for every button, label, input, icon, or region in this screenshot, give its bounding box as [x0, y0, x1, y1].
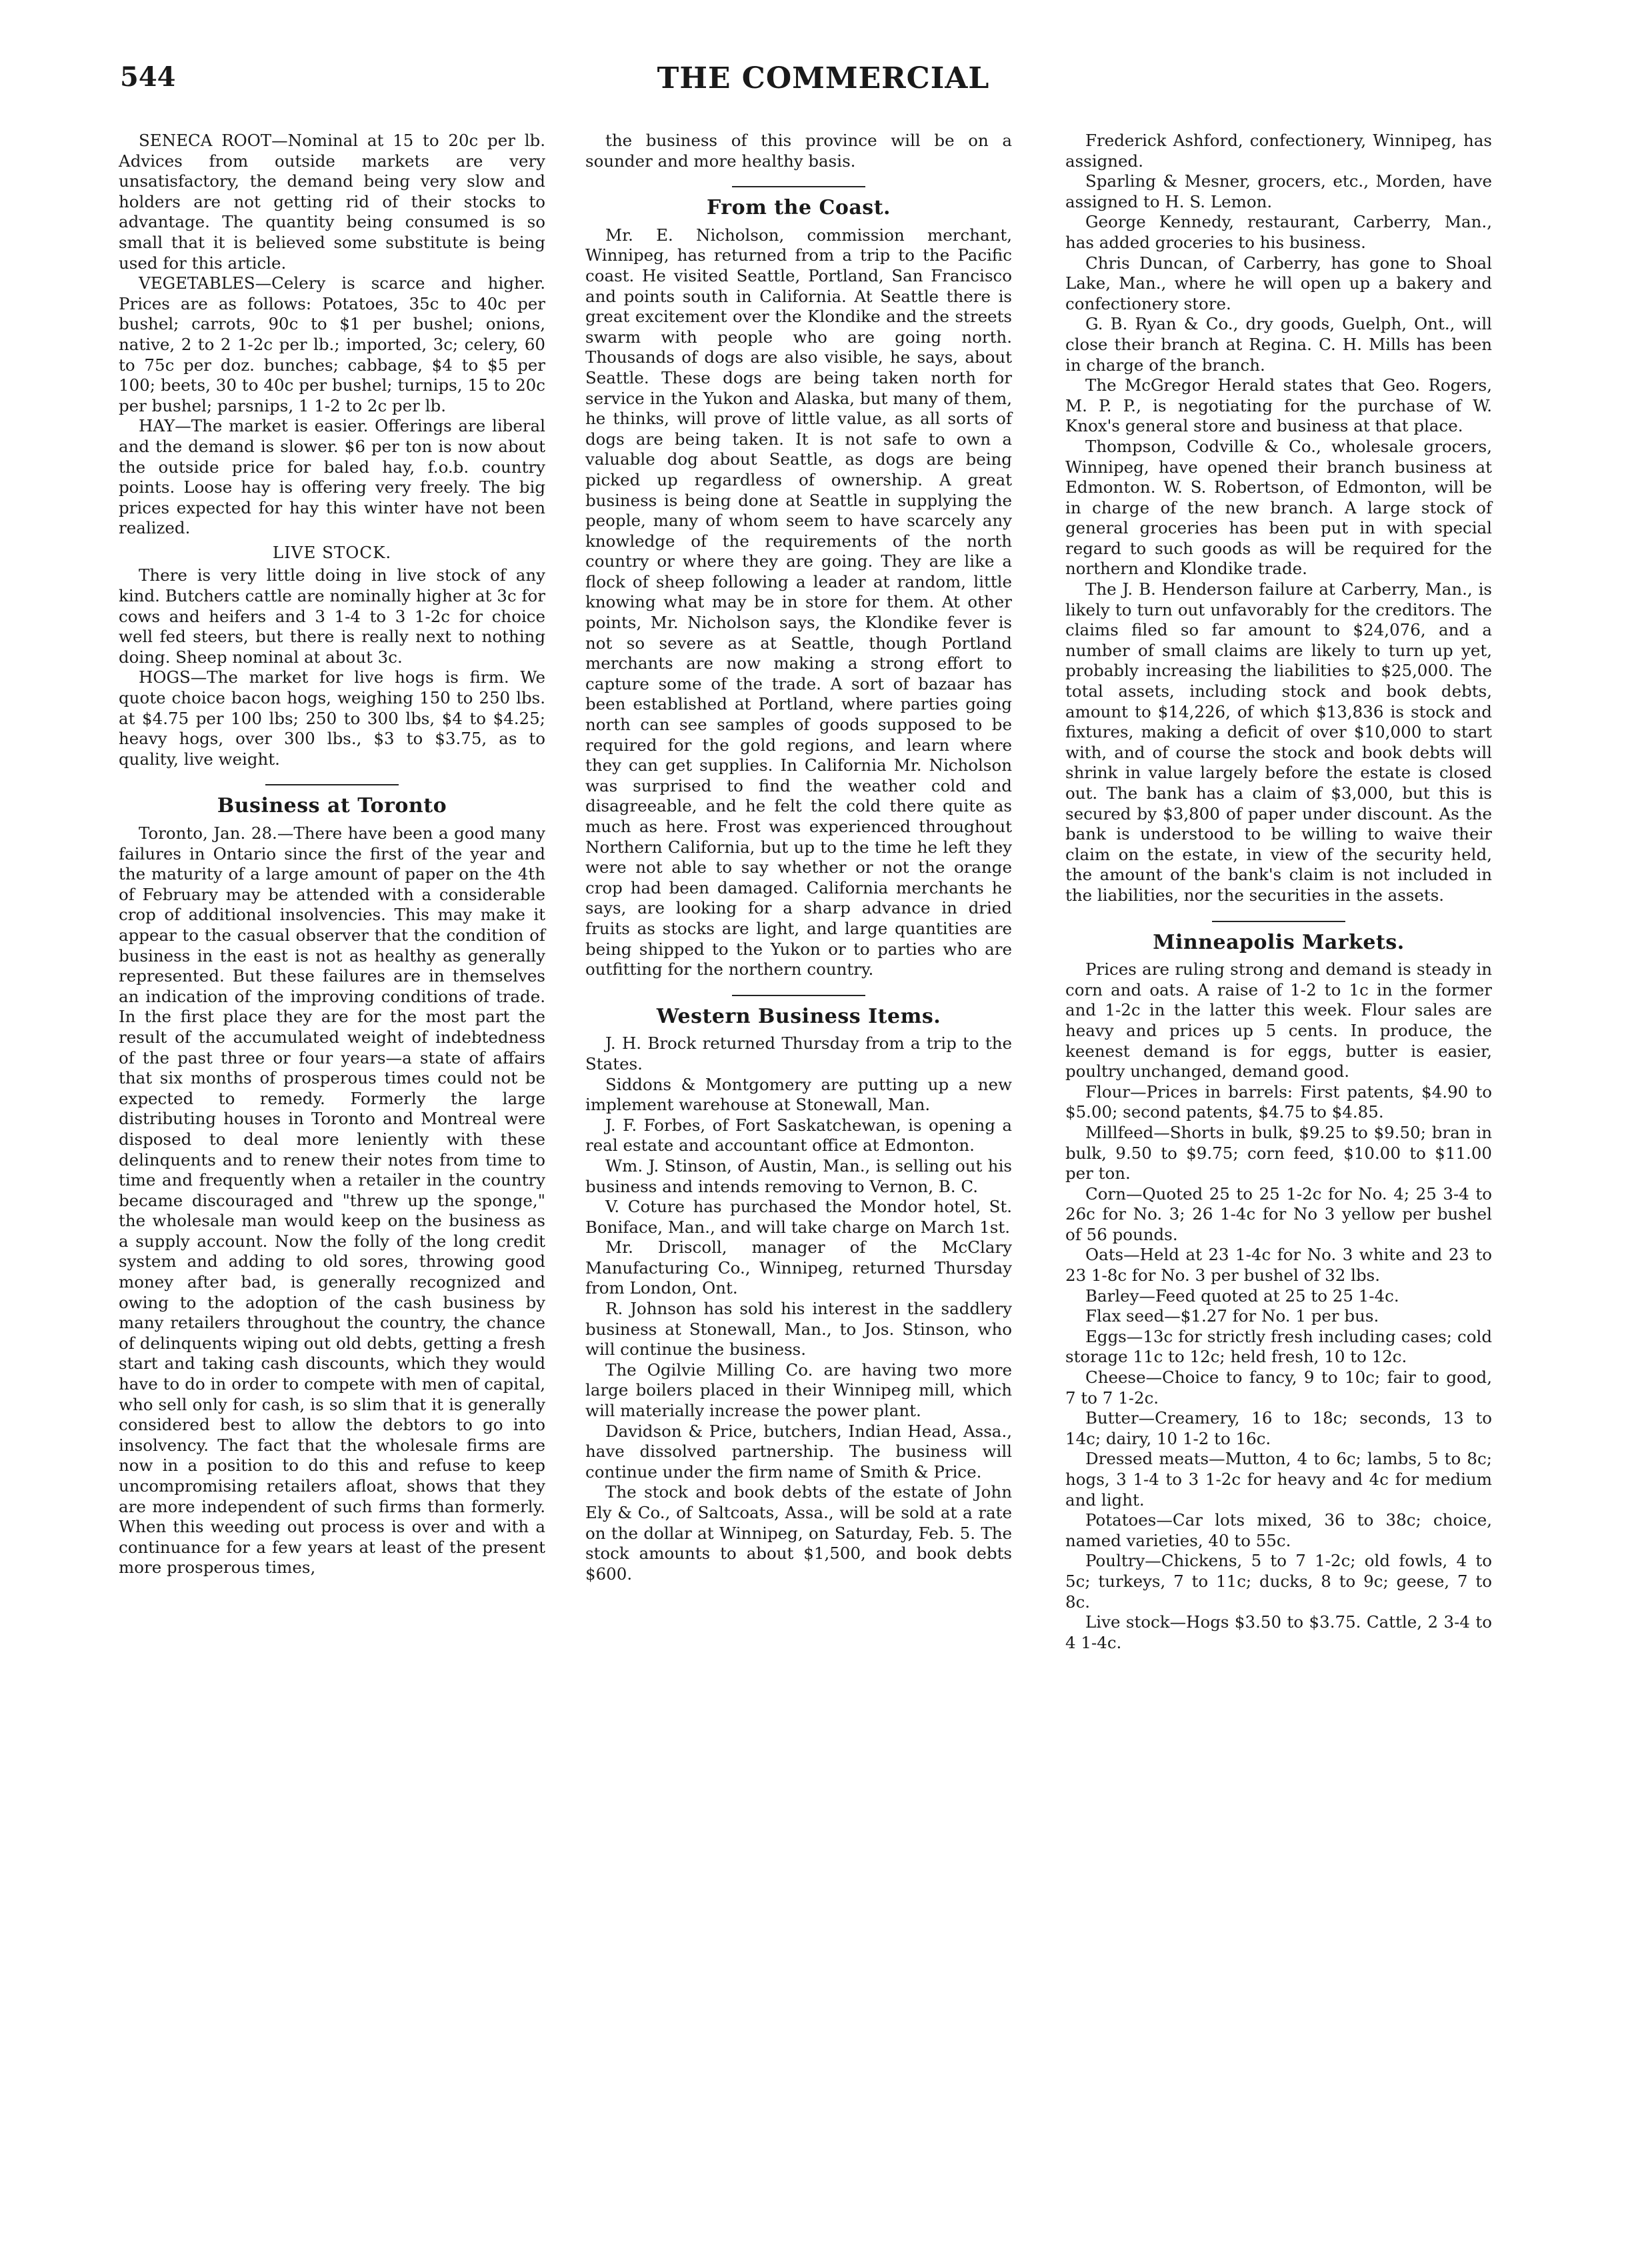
live-stock-paragraph: There is very little doing in live stock of any kind. Butchers cattle are nominally higher at 3c for cows and heifers and 3 1-4 to 3 1-2c for choice well fed steers, but there is really next to nothing doing. Sheep nominal at about 3c. — [119, 565, 545, 667]
market-item: Flour—Prices in barrels: First patents, $4.90 to $5.00; second patents, $4.75 to $4.85. — [1065, 1081, 1492, 1122]
live-stock-heading: LIVE STOCK. — [272, 542, 392, 562]
western-item: The J. B. Henderson failure at Carberry, Man., is likely to turn out unfavorably for the creditors. The claims filed so far amount to $24,076, and a number of small claims are likely to turn up yet, probably increasing the liabilities to $25,000. The total assets, including stock and book debts, amount to $14,226, of which $13,836 is stock and fixtures, making a deficit of over $10,000 to start with, and of course the stock and book debts will shrink in value largely before the estate is closed out. The bank has a claim of $3,000, but this is secured by $3,800 of paper under discount. As the bank is understood to be willing to waive their claim on the estate, in view of the security held, the amount of the bank's claim is not included in the liabilities, nor the securities in the assets. — [1065, 579, 1492, 905]
western-item: Davidson & Price, butchers, Indian Head, Assa., have dissolved partnership. The business will continue under the firm name of Smith & Price. — [585, 1421, 1012, 1482]
column-1 — [119, 131, 545, 1578]
toronto-continued-paragraph: the business of this province will be on a sounder and more healthy basis. — [585, 131, 1012, 171]
vegetables-paragraph: VEGETABLES—Celery is scarce and higher. Prices are as follows: Potatoes, 35c to 40c per bushel; carrots, 90c to $1 per bushel; onions, native, 2 to 2 1-2c per lb.; imported, 3c; celery, 60 to 75c per doz. bunches; cabbage, $4 to $5 per 100; beets, 30 to 40c per bushel; turnips, 15 to 20c per bushel; parsnips, 1 1-2 to 2c per lb. — [119, 273, 545, 415]
toronto-paragraph: Toronto, Jan. 28.—There have been a good many failures in Ontario since the first of the year and the maturity of a large amount of paper on the 4th of February may be attended with a considerable crop of additional insolvencies. This may make it appear to the casual observer that the condition of business in the east is not as healthy as generally represented. But these failures are in themselves an indication of the improving conditions of trade. In the first place they are for the most part the result of the accumulated weight of indebtedness of the past three or four years—a state of affairs that six months of prosperous times could not be expected to remedy. Formerly the large distributing houses in Toronto and Montreal were disposed to deal more leniently with these delinquents and to renew their notes from time to time and frequently when a retailer in the country became discouraged and "threw up the sponge," the wholesale man would keep on the business as a supply account. Now the folly of the long credit system and adding to old sores, throwing good money after bad, is generally recognized and owing to the adoption of the cash business by many retailers throughout the country, the chance of delinquents wiping out old debts, getting a fresh start and taking cash discounts, which they would have to do in order to compete with men of capital, who sell only for cash, is so slim that it is generally considered best to allow the debtors to go into insolvency. The fact that the wholesale firms are now in a position to do this and refuse to keep uncompromising retailers afloat, shows that they are more independent of such firms than formerly. When this weeding out process is over and with a continuance for a few years at least of the present more prosperous times, — [119, 823, 545, 1578]
page-header — [120, 61, 1527, 108]
minneapolis-heading: Minneapolis Markets. — [1153, 930, 1405, 954]
coast-heading: From the Coast. — [707, 196, 891, 220]
western-item: R. Johnson has sold his interest in the saddlery business at Stonewall, Man., to Jos. Stinson, who will continue the business. — [585, 1299, 1012, 1360]
market-item: Prices are ruling strong and demand is steady in corn and oats. A raise of 1-2 to 1c in the former and 1-2c in the latter this week. Flour sales are heavy and prices up 5 cents. In produce, the keenest demand is for eggs, butter is easier, poultry unchanged, demand good. — [1065, 959, 1492, 1081]
western-item: The Ogilvie Milling Co. are having two more large boilers placed in their Winnipeg mill, which will materially increase the power plant. — [585, 1360, 1012, 1421]
market-item: Potatoes—Car lots mixed, 36 to 38c; choice, named varieties, 40 to 55c. — [1065, 1510, 1492, 1550]
seneca-root-paragraph: SENECA ROOT—Nominal at 15 to 20c per lb. Advices from outside markets are very unsatisfactory, the demand being very slow and holders are not getting rid of their stocks to advantage. The quantity being consumed is so small that it is believed some substitute is being used for this article. — [119, 131, 545, 273]
section-divider — [732, 995, 865, 996]
column-2 — [585, 131, 1012, 1584]
western-item: George Kennedy, restaurant, Carberry, Man., has added groceries to his business. — [1065, 212, 1492, 252]
market-item: Eggs—13c for strictly fresh including cases; cold storage 11c to 12c; held fresh, 10 to 12c. — [1065, 1326, 1492, 1367]
western-item: The McGregor Herald states that Geo. Rogers, M. P. P., is negotiating for the purchase of W. Knox's general store and business at that place. — [1065, 375, 1492, 436]
western-item: J. H. Brock returned Thursday from a trip to the States. — [585, 1033, 1012, 1073]
market-item: Butter—Creamery, 16 to 18c; seconds, 13 to 14c; dairy, 10 1-2 to 16c. — [1065, 1408, 1492, 1448]
western-item: Frederick Ashford, confectionery, Winnipeg, has assigned. — [1065, 131, 1492, 171]
western-items-heading: Western Business Items. — [656, 1004, 941, 1028]
market-item: Barley—Feed quoted at 25 to 25 1-4c. — [1085, 1286, 1399, 1306]
western-item: V. Coture has purchased the Mondor hotel, St. Boniface, Man., and will take charge on March 1st. — [585, 1197, 1012, 1237]
market-item: Oats—Held at 23 1-4c for No. 3 white and 23 to 23 1-8c for No. 3 per bushel of 32 lbs. — [1065, 1245, 1492, 1286]
western-item: Chris Duncan, of Carberry, has gone to Shoal Lake, Man., where he will open up a bakery and confectionery store. — [1065, 253, 1492, 313]
hay-paragraph: HAY—The market is easier. Offerings are liberal and the demand is slower. $6 per ton is now about the outside price for baled hay, f.o.b. country points. Loose hay is offering very freely. The big prices expected for hay this winter have not been realized. — [119, 416, 545, 538]
western-item: Mr. Driscoll, manager of the McClary Manufacturing Co., Winnipeg, returned Thursday from London, Ont. — [585, 1238, 1012, 1298]
market-item: Dressed meats—Mutton, 4 to 6c; lambs, 5 to 8c; hogs, 3 1-4 to 3 1-2c for heavy and 4c for medium and light. — [1065, 1449, 1492, 1510]
western-item: Sparling & Mesner, grocers, etc., Morden, have assigned to H. S. Lemon. — [1065, 171, 1492, 211]
section-divider — [732, 186, 865, 187]
western-item: G. B. Ryan & Co., dry goods, Guelph, Ont., will close their branch at Regina. C. H. Mills has been in charge of the branch. — [1065, 314, 1492, 375]
coast-paragraph: Mr. E. Nicholson, commission merchant, Winnipeg, has returned from a trip to the Pacific coast. He visited Seattle, Portland, San Francisco and points south in California. At Seattle there is great excitement over the Klondike and the streets swarm with people who are going north. Thousands of dogs are also visible, he says, about Seattle. These dogs are being taken north for service in the Yukon and Alaska, but many of them, he thinks, will prove of little value, as all sorts of dogs are being taken. It is not safe to own a valuable dog about Seattle, as dogs are being picked up regardless of ownership. A great business is being done at Seattle in supplying the people, many of whom seem to have scarcely any knowledge of the requirements of the north country or where they are going. They are like a flock of sheep following a leader at random, little knowing what may be in store for them. At other points, Mr. Nicholson says, the Klondike fever is not so severe as at Seattle, though Portland merchants are now making a strong effort to capture some of the trade. A sort of bazaar has been established at Portland, where parties going north can see samples of goods supposed to be required for the gold regions, and learn where they can get supplies. In California Mr. Nicholson was surprised to find the weather cold and disagreeable, and he felt the cold there quite as much as here. Frost was experienced throughout Northern California, but up to the time he left they were not able to say whether or not the orange crop had been damaged. California merchants he says, are looking for a sharp advance in dried fruits as stocks are light, and large quantities are being shipped to the Yukon or to parties who are outfitting for the northern country. — [585, 225, 1012, 979]
western-item: Wm. J. Stinson, of Austin, Man., is selling out his business and intends removing to Vernon, B. C. — [585, 1156, 1012, 1196]
page-title: THE COMMERCIAL — [657, 61, 990, 95]
market-item: Flax seed—$1.27 for No. 1 per bus. — [1085, 1306, 1379, 1326]
page-number: 544 — [120, 61, 176, 93]
column-3 — [1065, 131, 1492, 1653]
section-divider — [1212, 921, 1345, 922]
market-item: Live stock—Hogs $3.50 to $3.75. Cattle, 2 3-4 to 4 1-4c. — [1065, 1612, 1492, 1652]
hogs-paragraph: HOGS—The market for live hogs is firm. We quote choice bacon hogs, weighing 150 to 250 lbs. at $4.75 per 100 lbs; 250 to 300 lbs, $4 to $4.25; heavy hogs, over 300 lbs., $3 to $3.75, as to quality, live weight. — [119, 667, 545, 769]
western-item: The stock and book debts of the estate of John Ely & Co., of Saltcoats, Assa., will be sold at a rate on the dollar at Winnipeg, on Saturday, Feb. 5. The stock amounts to about $1,500, and book debts $600. — [585, 1482, 1012, 1584]
western-item: Siddons & Montgomery are putting up a new implement warehouse at Stonewall, Man. — [585, 1074, 1012, 1115]
western-item: J. F. Forbes, of Fort Saskatchewan, is opening a real estate and accountant office at Edmonton. — [585, 1115, 1012, 1156]
market-item: Corn—Quoted 25 to 25 1-2c for No. 4; 25 3-4 to 26c for No. 3; 26 1-4c for No 3 yellow per bushel of 56 pounds. — [1065, 1184, 1492, 1244]
western-item: Thompson, Codville & Co., wholesale grocers, Winnipeg, have opened their branch business at Edmonton. W. S. Robertson, of Edmonton, will be in charge of the new branch. A large stock of general groceries has been put in with special regard to such goods as will be required for the northern and Klondike trade. — [1065, 436, 1492, 579]
market-item: Cheese—Choice to fancy, 9 to 10c; fair to good, 7 to 7 1-2c. — [1065, 1368, 1492, 1408]
market-item: Poultry—Chickens, 5 to 7 1-2c; old fowls, 4 to 5c; turkeys, 7 to 11c; ducks, 8 to 9c; geese, 7 to 8c. — [1065, 1551, 1492, 1612]
section-divider — [265, 784, 399, 785]
toronto-heading: Business at Toronto — [217, 794, 447, 818]
market-item: Millfeed—Shorts in bulk, $9.25 to $9.50; bran in bulk, 9.50 to $9.75; corn feed, $10.00 to $11.00 per ton. — [1065, 1122, 1492, 1184]
